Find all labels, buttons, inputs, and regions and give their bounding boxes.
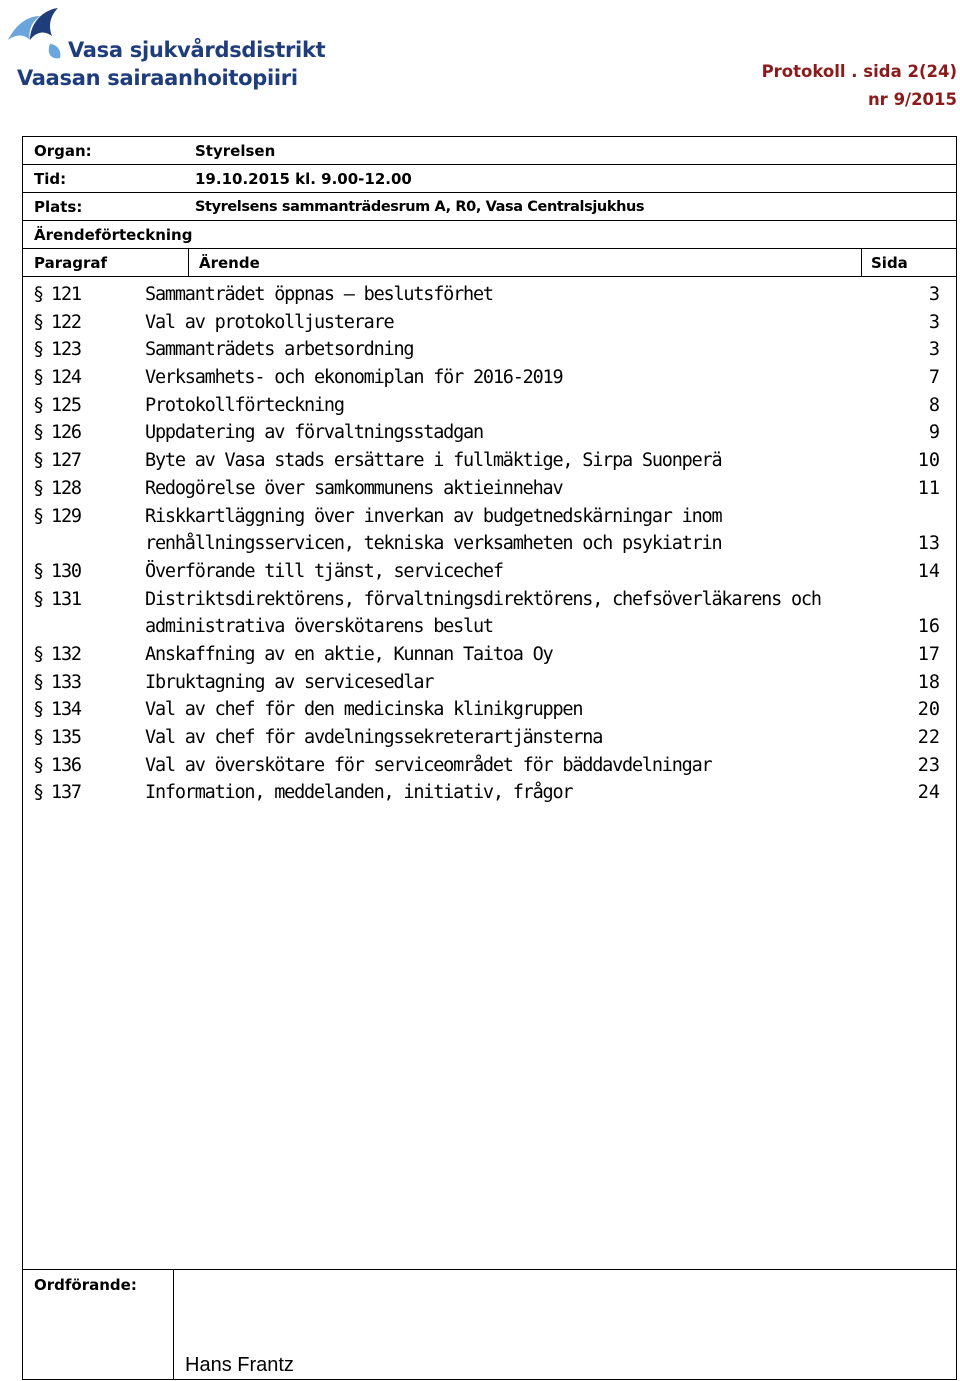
section-title-row — [23, 221, 956, 249]
agenda-item — [23, 696, 956, 724]
agenda-item — [23, 613, 956, 641]
paragraph-sign: § — [33, 643, 45, 665]
agenda-item — [23, 724, 956, 752]
agenda-item-number: 137 — [51, 782, 81, 804]
agenda-item-page: 8 — [928, 394, 940, 416]
agenda-item-page: 22 — [917, 727, 940, 748]
agenda-item — [23, 447, 956, 475]
agenda-item — [23, 586, 956, 614]
agenda-item-number: 134 — [51, 699, 81, 721]
agenda-item-number: 126 — [51, 422, 81, 444]
agenda-item-number: 123 — [51, 339, 81, 361]
paragraph-sign: § — [33, 727, 45, 748]
paragraph-sign: § — [33, 311, 45, 333]
agenda-item-page: 7 — [928, 367, 940, 389]
meta-row-tid — [23, 165, 956, 193]
agenda-item-number: 124 — [51, 367, 81, 389]
agenda-item-page: 13 — [917, 533, 940, 555]
agenda-item-title: Riskkartläggning över inverkan av budgetnedskärningar inom — [145, 505, 722, 527]
agenda-item-title: Överförande till tjänst, servicechef — [145, 560, 503, 582]
plats-value: Styrelsens sammanträdesrum A, R0, Vasa Centralsjukhus — [195, 199, 645, 215]
chairman-label: Ordförande: — [34, 1276, 137, 1294]
section-title: Ärendeförteckning — [34, 226, 193, 244]
logo-mark-icon — [6, 4, 68, 66]
agenda-item-number: 131 — [51, 588, 81, 610]
agenda-item-page: 3 — [928, 311, 940, 333]
column-header-sida: Sida — [871, 254, 908, 272]
protocol-frame — [22, 136, 957, 1380]
agenda-item-page: 11 — [917, 477, 940, 499]
agenda-item-page: 9 — [928, 422, 940, 444]
paragraph-sign: § — [33, 782, 45, 804]
paragraph-sign: § — [33, 699, 45, 721]
agenda-item-page: 23 — [917, 754, 940, 776]
agenda-item — [23, 419, 956, 447]
agenda-item-number: 133 — [51, 671, 81, 693]
column-header-paragraf: Paragraf — [34, 254, 108, 272]
paragraph-sign: § — [33, 671, 45, 693]
tid-label: Tid: — [34, 170, 67, 188]
agenda-item-number: 132 — [51, 643, 81, 665]
agenda-item-page: 24 — [917, 782, 940, 804]
agenda-item-page: 3 — [928, 284, 940, 305]
protocol-page-label: Protokoll . sida 2(24) — [761, 62, 957, 81]
agenda-item-number: 122 — [51, 311, 81, 333]
organ-value: Styrelsen — [195, 142, 276, 160]
paragraph-sign: § — [33, 450, 45, 472]
paragraph-sign: § — [33, 588, 45, 610]
plats-label: Plats: — [34, 198, 83, 216]
agenda-list — [23, 281, 956, 807]
agenda-item-number: 136 — [51, 754, 81, 776]
agenda-item — [23, 309, 956, 337]
column-header-arende: Ärende — [199, 254, 260, 272]
column-header-row — [23, 249, 956, 277]
paragraph-sign: § — [33, 754, 45, 776]
agenda-item-title: Information, meddelanden, initiativ, frågor — [145, 782, 573, 804]
column-divider — [188, 249, 189, 276]
agenda-item — [23, 364, 956, 392]
signature-block — [23, 1269, 956, 1379]
agenda-item-number: 130 — [51, 560, 81, 582]
meta-row-plats — [23, 193, 956, 221]
agenda-item — [23, 392, 956, 420]
logo-text-finnish: Vaasan sairaanhoitopiiri — [17, 66, 298, 90]
paragraph-sign: § — [33, 422, 45, 444]
chairman-name: Hans Frantz — [185, 1354, 294, 1376]
agenda-item-number: 121 — [51, 284, 81, 305]
agenda-item-title: Anskaffning av en aktie, Kunnan Taitoa Oy — [145, 643, 553, 665]
agenda-item — [23, 641, 956, 669]
agenda-item-title: Redogörelse över samkommunens aktieinnehav — [145, 477, 563, 499]
agenda-item-title: Ibruktagning av servicesedlar — [145, 671, 434, 693]
agenda-item-page: 20 — [917, 699, 940, 721]
signature-divider — [173, 1270, 174, 1379]
agenda-item-page: 17 — [917, 643, 940, 665]
agenda-item-title: Uppdatering av förvaltningsstadgan — [145, 422, 483, 444]
logo-text-swedish: Vasa sjukvårdsdistrikt — [68, 38, 326, 62]
column-divider — [861, 249, 862, 276]
agenda-item-number: 127 — [51, 450, 81, 472]
tid-value: 19.10.2015 kl. 9.00-12.00 — [195, 170, 412, 188]
agenda-item-number: 125 — [51, 394, 81, 416]
paragraph-sign: § — [33, 560, 45, 582]
agenda-item-title: administrativa överskötarens beslut — [145, 616, 493, 638]
agenda-item-page: 16 — [917, 616, 940, 638]
agenda-item-title: Val av chef för den medicinska klinikgruppen — [145, 699, 583, 721]
agenda-item — [23, 558, 956, 586]
agenda-item — [23, 752, 956, 780]
agenda-item-title: renhållningsservicen, tekniska verksamheten och psykiatrin — [145, 533, 722, 555]
agenda-item-number: 129 — [51, 505, 81, 527]
paragraph-sign: § — [33, 339, 45, 361]
paragraph-sign: § — [33, 477, 45, 499]
document-header — [762, 58, 957, 114]
agenda-item — [23, 475, 956, 503]
agenda-item — [23, 779, 956, 807]
paragraph-sign: § — [33, 394, 45, 416]
agenda-item-number: 128 — [51, 477, 81, 499]
agenda-item-title: Protokollförteckning — [145, 394, 344, 416]
agenda-item-title: Val av chef för avdelningssekreterartjänsterna — [145, 727, 603, 748]
agenda-item-page: 18 — [917, 671, 940, 693]
organ-label: Organ: — [34, 142, 92, 160]
paragraph-sign: § — [33, 284, 45, 305]
agenda-item — [23, 530, 956, 558]
agenda-item-title: Val av överskötare för serviceområdet för bäddavdelningar — [145, 754, 712, 776]
meta-row-organ — [23, 137, 956, 165]
organization-logo — [6, 4, 326, 90]
agenda-item-title: Distriktsdirektörens, förvaltningsdirektörens, chefsöverläkarens och — [145, 588, 821, 610]
agenda-item-page: 3 — [928, 339, 940, 361]
paragraph-sign: § — [33, 367, 45, 389]
agenda-item-title: Sammanträdet öppnas – beslutsförhet — [145, 284, 493, 305]
agenda-item-title: Byte av Vasa stads ersättare i fullmäktige, Sirpa Suonperä — [145, 450, 722, 472]
agenda-item-title: Verksamhets- och ekonomiplan för 2016-2019 — [145, 367, 563, 389]
agenda-item — [23, 281, 956, 309]
agenda-item — [23, 503, 956, 531]
protocol-number: nr 9/2015 — [867, 90, 957, 109]
agenda-item-number: 135 — [51, 727, 81, 748]
agenda-item — [23, 336, 956, 364]
paragraph-sign: § — [33, 505, 45, 527]
agenda-item-page: 10 — [917, 450, 940, 472]
agenda-item-title: Sammanträdets arbetsordning — [145, 339, 414, 361]
agenda-item-page: 14 — [917, 560, 940, 582]
agenda-item-title: Val av protokolljusterare — [145, 311, 394, 333]
agenda-item — [23, 669, 956, 697]
